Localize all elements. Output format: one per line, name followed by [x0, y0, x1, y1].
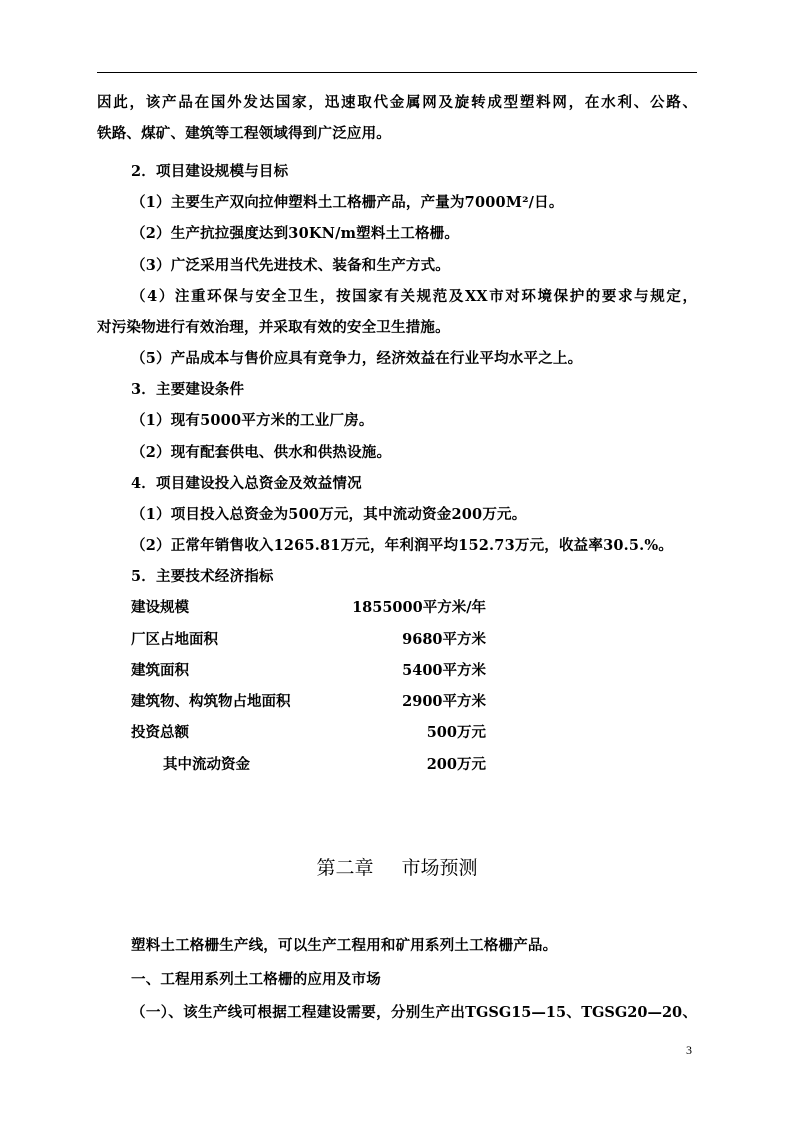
- paragraph-line: 因此，该产品在国外发达国家，迅速取代金属网及旋转成型塑料网，在水利、公路、: [97, 94, 697, 111]
- list-item: （1）主要生产双向拉伸塑料土工格栅产品，产量为7000M²/日。: [131, 194, 564, 211]
- indicator-value: 200万元: [426, 756, 486, 773]
- section-heading: 5．主要技术经济指标: [131, 568, 274, 585]
- indicator-label: 投资总额: [131, 724, 189, 741]
- chapter-heading: [0, 855, 794, 881]
- section-heading: 4．项目建设投入总资金及效益情况: [131, 475, 362, 492]
- header-rule: [97, 72, 697, 73]
- section-heading: 一、工程用系列土工格栅的应用及市场: [131, 971, 381, 988]
- indicator-value: 9680平方米: [402, 631, 486, 648]
- paragraph-line: 铁路、煤矿、建筑等工程领域得到广泛应用。: [97, 125, 391, 142]
- indicator-value: 500万元: [426, 724, 486, 741]
- list-item-continuation: 对污染物进行有效治理，并采取有效的安全卫生措施。: [97, 319, 450, 336]
- list-item: （2）现有配套供电、供水和供热设施。: [131, 444, 392, 461]
- indicator-label: 建筑面积: [131, 662, 189, 679]
- indicator-label: 建设规模: [131, 599, 189, 616]
- indicator-value: 1855000平方米/年: [352, 599, 486, 616]
- paragraph-line: 塑料土工格栅生产线，可以生产工程用和矿用系列土工格栅产品。: [131, 937, 558, 954]
- page-number: 3: [686, 1043, 692, 1057]
- list-item: （5）产品成本与售价应具有竞争力，经济效益在行业平均水平之上。: [131, 350, 583, 367]
- chapter-number: 第二章: [316, 857, 374, 879]
- indicator-label: 厂区占地面积: [131, 631, 218, 648]
- indicator-label: 其中流动资金: [163, 756, 250, 773]
- chapter-title: 市场预测: [401, 857, 478, 879]
- indicator-value: 5400平方米: [402, 662, 486, 679]
- indicator-value: 2900平方米: [402, 693, 486, 710]
- section-heading: 3．主要建设条件: [131, 381, 245, 398]
- list-item: （2）正常年销售收入1265.81万元，年利润平均152.73万元，收益率30.5.%。: [131, 537, 674, 554]
- list-item: （3）广泛采用当代先进技术、装备和生产方式。: [131, 257, 450, 274]
- list-item: （1）现有5000平方米的工业厂房。: [131, 412, 374, 429]
- paragraph-line: （一）、该生产线可根据工程建设需要，分别生产出TGSG15—15、TGSG20—20、: [131, 1004, 697, 1021]
- list-item: （4）注重环保与安全卫生，按国家有关规范及XX市对环境保护的要求与规定，: [131, 288, 697, 305]
- indicator-label: 建筑物、构筑物占地面积: [131, 693, 291, 710]
- list-item: （1）项目投入总资金为500万元，其中流动资金200万元。: [131, 506, 527, 523]
- list-item: （2）生产抗拉强度达到30KN/m塑料土工格栅。: [131, 225, 460, 242]
- section-heading: 2．项目建设规模与目标: [131, 163, 289, 180]
